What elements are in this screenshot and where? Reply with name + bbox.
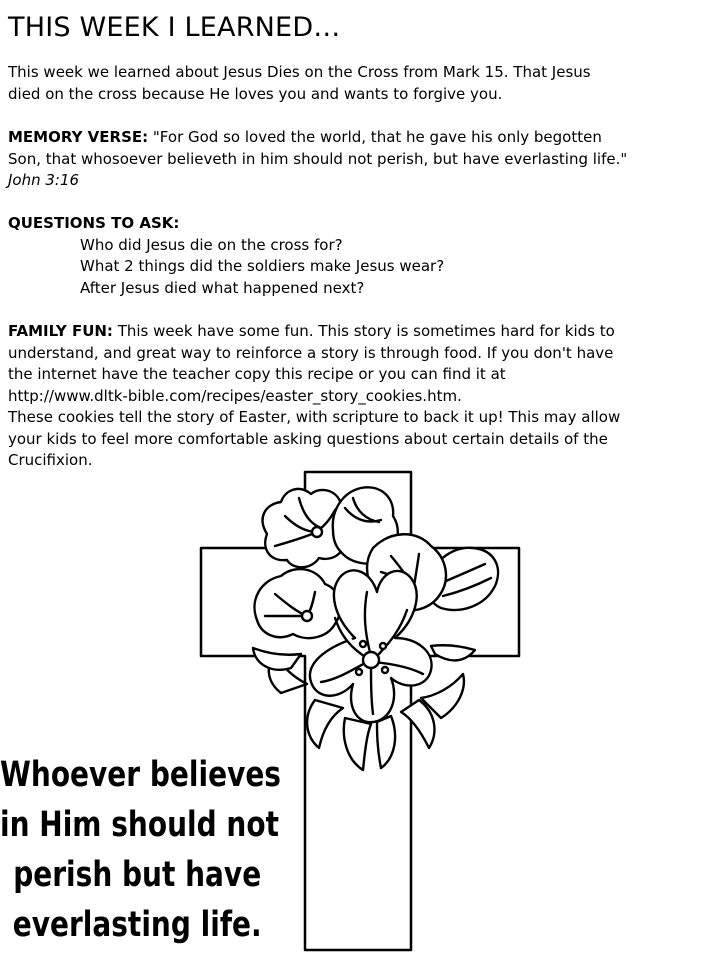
family-fun-line: These cookies tell the story of Easter, with scripture to back it up! This may allow [8, 408, 621, 426]
verse-quote-line: perish but have [13, 855, 262, 895]
intro-line: died on the cross because He loves you and wants to forgive you. [8, 84, 503, 103]
recipe-link: http://www.dltk-bible.com/recipes/easter_story_cookies.htm. [8, 386, 462, 405]
question-item: Who did Jesus die on the cross for? [80, 235, 343, 254]
family-fun-line: your kids to feel more comfortable asking questions about certain details of the [8, 429, 608, 448]
family-fun-text: This week have some fun. This story is sometimes hard for kids to [112, 322, 615, 340]
question-item: After Jesus died what happened next? [80, 278, 365, 297]
questions-label: QUESTIONS TO ASK: [8, 214, 180, 232]
page-title: THIS WEEK I LEARNED… [8, 12, 341, 43]
memory-verse-section [8, 127, 714, 192]
verse-quote-line: Whoever believes [0, 755, 281, 795]
memory-verse-line [8, 127, 714, 149]
memory-verse-line: Son, that whosoever believeth in him should not perish, but have everlasting life." [8, 149, 628, 168]
questions-section [8, 213, 714, 299]
memory-verse-text: "For God so loved the world, that he gave his only begotten [148, 128, 602, 146]
question-item: What 2 things did the soldiers make Jesus wear? [80, 257, 445, 275]
memory-verse-label: MEMORY VERSE: [8, 128, 149, 146]
family-fun-line: Crucifixion. [8, 451, 93, 469]
family-fun-line: understand, and great way to reinforce a story is through food. If you don't have [8, 343, 614, 362]
family-fun-section [8, 321, 714, 472]
verse-quote-line: in Him should not [0, 805, 279, 845]
family-fun-label: FAMILY FUN: [8, 322, 113, 340]
intro-paragraph [8, 62, 714, 105]
verse-quote [0, 750, 281, 950]
intro-line: This week we learned about Jesus Dies on the Cross from Mark 15. That Jesus [8, 63, 591, 81]
family-fun-line: the internet have the teacher copy this recipe or you can find it at [8, 365, 506, 383]
verse-quote-line: everlasting life. [12, 905, 262, 945]
memory-verse-reference: John 3:16 [8, 171, 80, 189]
family-fun-line [8, 321, 714, 343]
